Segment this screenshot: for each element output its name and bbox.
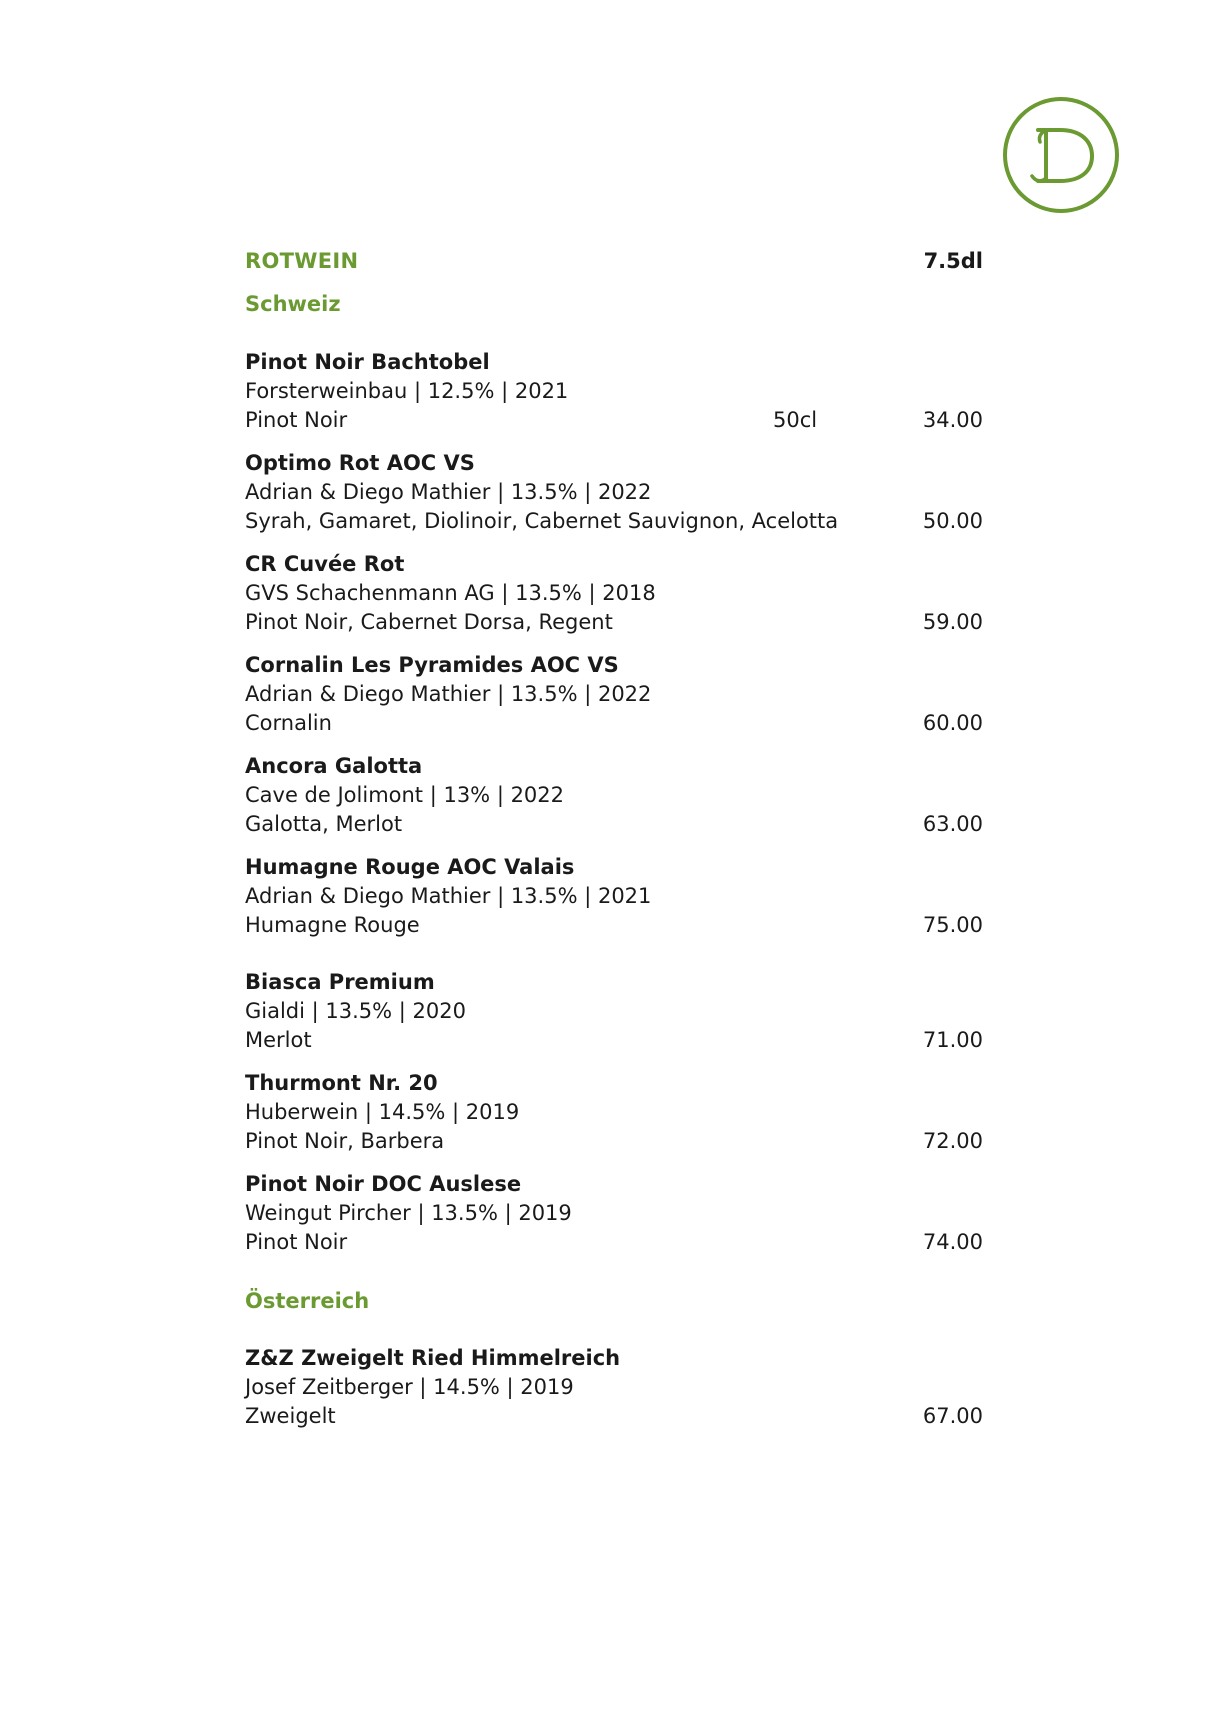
menu-header [245, 249, 983, 279]
wine-name: CR Cuvée Rot [245, 552, 405, 576]
wine-producer: Adrian & Diego Mathier | 13.5% | 2022 [245, 682, 652, 706]
wine-item [245, 1069, 983, 1159]
wine-price: 34.00 [922, 408, 983, 432]
wine-price: 60.00 [922, 711, 983, 735]
wine-grapes: Humagne Rouge [245, 913, 420, 937]
country-heading-schweiz: Schweiz [245, 292, 341, 316]
wine-grapes: Syrah, Gamaret, Diolinoir, Cabernet Sauvignon, Acelotta [245, 509, 839, 533]
wine-grapes: Zweigelt [245, 1404, 336, 1428]
wine-producer: Huberwein | 14.5% | 2019 [245, 1100, 520, 1124]
wine-item [245, 449, 983, 539]
wine-grapes: Pinot Noir, Cabernet Dorsa, Regent [245, 610, 613, 634]
wine-grapes: Pinot Noir [245, 1230, 348, 1254]
wine-price: 71.00 [922, 1028, 983, 1052]
wine-price: 74.00 [922, 1230, 983, 1254]
wine-grapes: Cornalin [245, 711, 332, 735]
size-header: 7.5dl [923, 249, 983, 273]
wine-grapes: Pinot Noir, Barbera [245, 1129, 445, 1153]
wine-price: 63.00 [922, 812, 983, 836]
wine-producer: Adrian & Diego Mathier | 13.5% | 2021 [245, 884, 652, 908]
wine-name: Cornalin Les Pyramides AOC VS [245, 653, 619, 677]
wine-grapes: Pinot Noir [245, 408, 348, 432]
wine-producer: Adrian & Diego Mathier | 13.5% | 2022 [245, 480, 652, 504]
country-heading-oesterreich: Österreich [245, 1289, 370, 1313]
wine-item [245, 752, 983, 842]
wine-name: Optimo Rot AOC VS [245, 451, 475, 475]
wine-price: 59.00 [922, 610, 983, 634]
wine-item [245, 651, 983, 741]
wine-grapes: Merlot [245, 1028, 312, 1052]
wine-item [245, 1170, 983, 1260]
wine-price: 72.00 [922, 1129, 983, 1153]
wine-name: Humagne Rouge AOC Valais [245, 855, 575, 879]
wine-item [245, 348, 983, 438]
wine-name: Biasca Premium [245, 970, 435, 994]
restaurant-logo-icon [1002, 96, 1120, 214]
wine-menu [245, 0, 983, 1728]
wine-size: 50cl [773, 408, 818, 432]
wine-price: 50.00 [922, 509, 983, 533]
wine-name: Pinot Noir Bachtobel [245, 350, 490, 374]
wine-item [245, 853, 983, 943]
section-title: ROTWEIN [245, 249, 359, 273]
wine-producer: Josef Zeitberger | 14.5% | 2019 [245, 1375, 574, 1399]
wine-name: Pinot Noir DOC Auslese [245, 1172, 522, 1196]
wine-item [245, 1344, 983, 1434]
wine-producer: Weingut Pircher | 13.5% | 2019 [245, 1201, 572, 1225]
wine-price: 67.00 [922, 1404, 983, 1428]
wine-name: Z&Z Zweigelt Ried Himmelreich [245, 1346, 621, 1370]
wine-producer: Cave de Jolimont | 13% | 2022 [245, 783, 565, 807]
wine-producer: GVS Schachenmann AG | 13.5% | 2018 [245, 581, 656, 605]
wine-producer: Forsterweinbau | 12.5% | 2021 [245, 379, 569, 403]
wine-price: 75.00 [922, 913, 983, 937]
wine-item [245, 968, 983, 1058]
wine-name: Thurmont Nr. 20 [245, 1071, 438, 1095]
wine-producer: Gialdi | 13.5% | 2020 [245, 999, 466, 1023]
wine-item [245, 550, 983, 640]
wine-name: Ancora Galotta [245, 754, 423, 778]
wine-grapes: Galotta, Merlot [245, 812, 403, 836]
